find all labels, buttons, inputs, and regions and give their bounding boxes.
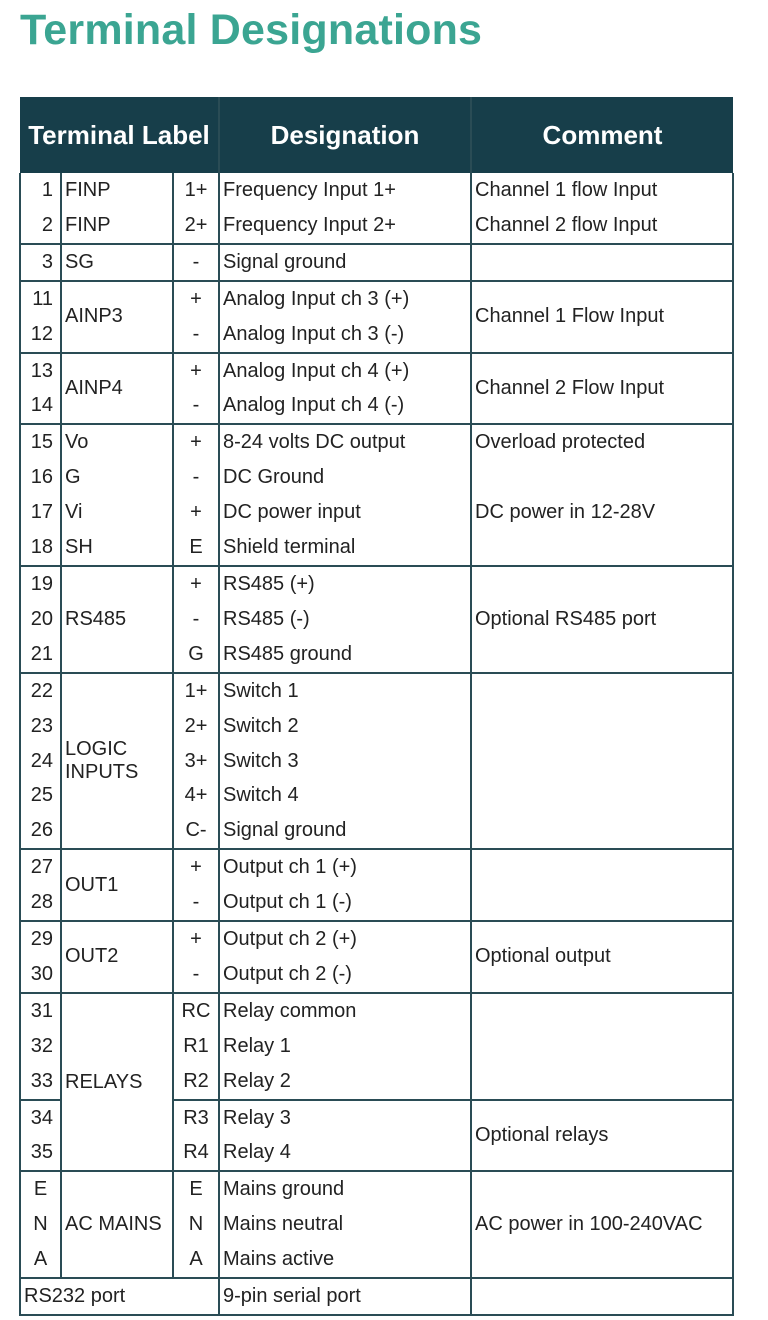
footer-comment [471, 1278, 733, 1315]
group-label-ac-mains: AC MAINS [61, 1171, 173, 1278]
comment-optional-relays: Optional relays [471, 1100, 733, 1172]
terminal-designation: Relay 4 [219, 1135, 471, 1171]
terminal-number: 33 [20, 1064, 61, 1100]
terminal-polarity: R2 [173, 1064, 219, 1100]
terminal-comment [471, 244, 733, 281]
terminal-polarity: R3 [173, 1100, 219, 1136]
terminal-table [19, 97, 734, 1316]
terminal-polarity: + [173, 849, 219, 885]
terminal-label: Vi [61, 495, 173, 530]
terminal-number: 31 [20, 993, 61, 1029]
table-row [20, 673, 733, 709]
header-row [20, 97, 733, 173]
terminal-designation: RS485 (+) [219, 566, 471, 602]
terminal-polarity: - [173, 957, 219, 993]
terminal-designation: Mains neutral [219, 1207, 471, 1242]
table-row [20, 173, 733, 208]
terminal-label: Vo [61, 424, 173, 460]
table-row [20, 993, 733, 1029]
terminal-polarity: 3+ [173, 744, 219, 779]
table-row [20, 424, 733, 460]
group-label-ainp3: AINP3 [61, 281, 173, 353]
terminal-number: 11 [20, 281, 61, 317]
terminal-number: 26 [20, 813, 61, 849]
terminal-number: 15 [20, 424, 61, 460]
terminal-designation: Shield terminal [219, 530, 471, 566]
comment-ainp3: Channel 1 Flow Input [471, 281, 733, 353]
terminal-designation: Analog Input ch 4 (-) [219, 388, 471, 424]
terminal-designation: DC power input [219, 495, 471, 530]
terminal-number: 35 [20, 1135, 61, 1171]
terminal-number: A [20, 1242, 61, 1278]
table-row [20, 208, 733, 244]
terminal-number: 14 [20, 388, 61, 424]
terminal-label: FINP [61, 173, 173, 208]
terminal-number: 12 [20, 317, 61, 353]
header-terminal-label: Terminal Label [20, 97, 219, 173]
terminal-number: 34 [20, 1100, 61, 1136]
terminal-number: 13 [20, 353, 61, 389]
terminal-polarity: C- [173, 813, 219, 849]
table-row [20, 460, 733, 495]
terminal-polarity: - [173, 317, 219, 353]
terminal-number: 23 [20, 709, 61, 744]
terminal-designation: Mains ground [219, 1171, 471, 1207]
terminal-designation: Relay 2 [219, 1064, 471, 1100]
terminal-designation: Switch 4 [219, 778, 471, 813]
terminal-polarity: + [173, 921, 219, 957]
table-row [20, 566, 733, 602]
group-label-logic-inputs: LOGIC INPUTS [61, 673, 173, 850]
terminal-designation: Relay 3 [219, 1100, 471, 1136]
terminal-designation: Relay common [219, 993, 471, 1029]
terminal-label: SH [61, 530, 173, 566]
terminal-polarity: A [173, 1242, 219, 1278]
terminal-number: 28 [20, 885, 61, 921]
terminal-comment: Channel 2 flow Input [471, 208, 733, 244]
terminal-polarity: 2+ [173, 709, 219, 744]
terminal-polarity: R4 [173, 1135, 219, 1171]
terminal-designation: Switch 1 [219, 673, 471, 709]
terminal-polarity: - [173, 885, 219, 921]
table-row [20, 244, 733, 281]
comment-rs485: Optional RS485 port [471, 566, 733, 673]
group-label-relays: RELAYS [61, 993, 173, 1172]
comment-dc-power: DC power in 12-28V [471, 460, 733, 566]
comment-logic-inputs [471, 673, 733, 850]
terminal-polarity: N [173, 1207, 219, 1242]
terminal-number: 21 [20, 637, 61, 673]
terminal-polarity: 1+ [173, 173, 219, 208]
terminal-number: 2 [20, 208, 61, 244]
comment-out2: Optional output [471, 921, 733, 993]
terminal-polarity: + [173, 353, 219, 389]
group-label-out1: OUT1 [61, 849, 173, 921]
terminal-polarity: + [173, 424, 219, 460]
terminal-polarity: RC [173, 993, 219, 1029]
terminal-number: N [20, 1207, 61, 1242]
terminal-polarity: - [173, 244, 219, 281]
terminal-number: 3 [20, 244, 61, 281]
terminal-polarity: 1+ [173, 673, 219, 709]
terminal-designation: Output ch 1 (-) [219, 885, 471, 921]
terminal-designation: Output ch 2 (+) [219, 921, 471, 957]
terminal-number: 22 [20, 673, 61, 709]
terminal-polarity: - [173, 388, 219, 424]
table-row [20, 353, 733, 389]
terminal-number: 18 [20, 530, 61, 566]
terminal-comment: Channel 1 flow Input [471, 173, 733, 208]
terminal-label: FINP [61, 208, 173, 244]
terminal-polarity: + [173, 495, 219, 530]
terminal-designation: Output ch 2 (-) [219, 957, 471, 993]
terminal-polarity: - [173, 460, 219, 495]
comment-ac-power: AC power in 100-240VAC [471, 1171, 733, 1278]
terminal-polarity: R1 [173, 1029, 219, 1064]
comment-ainp4: Channel 2 Flow Input [471, 353, 733, 425]
table-row [20, 849, 733, 885]
terminal-polarity: E [173, 1171, 219, 1207]
terminal-polarity: - [173, 602, 219, 637]
header-comment: Comment [471, 97, 733, 173]
terminal-polarity: 2+ [173, 208, 219, 244]
terminal-number: E [20, 1171, 61, 1207]
terminal-designation: Signal ground [219, 244, 471, 281]
terminal-designation: Analog Input ch 3 (-) [219, 317, 471, 353]
terminal-number: 30 [20, 957, 61, 993]
terminal-designation: RS485 (-) [219, 602, 471, 637]
terminal-polarity: + [173, 281, 219, 317]
terminal-designation: Analog Input ch 3 (+) [219, 281, 471, 317]
terminal-designation: Signal ground [219, 813, 471, 849]
terminal-designation: Frequency Input 2+ [219, 208, 471, 244]
terminal-designation: Output ch 1 (+) [219, 849, 471, 885]
comment-out1 [471, 849, 733, 921]
terminal-designation: Frequency Input 1+ [219, 173, 471, 208]
terminal-number: 20 [20, 602, 61, 637]
group-label-rs485: RS485 [61, 566, 173, 673]
terminal-polarity: 4+ [173, 778, 219, 813]
comment-overload: Overload protected [471, 424, 733, 460]
table-row [20, 921, 733, 957]
header-designation: Designation [219, 97, 471, 173]
terminal-designation: Relay 1 [219, 1029, 471, 1064]
terminal-number: 1 [20, 173, 61, 208]
terminal-number: 24 [20, 744, 61, 779]
table-row [20, 1278, 733, 1315]
comment-relays-main [471, 993, 733, 1100]
terminal-number: 17 [20, 495, 61, 530]
footer-label: RS232 port [20, 1278, 219, 1315]
terminal-designation: DC Ground [219, 460, 471, 495]
footer-designation: 9-pin serial port [219, 1278, 471, 1315]
terminal-polarity: E [173, 530, 219, 566]
terminal-number: 25 [20, 778, 61, 813]
table-row [20, 281, 733, 317]
terminal-number: 16 [20, 460, 61, 495]
terminal-designation: Mains active [219, 1242, 471, 1278]
terminal-designation: RS485 ground [219, 637, 471, 673]
terminal-polarity: G [173, 637, 219, 673]
terminal-number: 19 [20, 566, 61, 602]
terminal-designation: 8-24 volts DC output [219, 424, 471, 460]
group-label-out2: OUT2 [61, 921, 173, 993]
terminal-label: G [61, 460, 173, 495]
terminal-number: 32 [20, 1029, 61, 1064]
table-row [20, 1171, 733, 1207]
terminal-polarity: + [173, 566, 219, 602]
terminal-number: 27 [20, 849, 61, 885]
terminal-designation: Analog Input ch 4 (+) [219, 353, 471, 389]
terminal-designation: Switch 2 [219, 709, 471, 744]
terminal-number: 29 [20, 921, 61, 957]
page-title: Terminal Designations [20, 6, 483, 54]
terminal-label: SG [61, 244, 173, 281]
group-label-ainp4: AINP4 [61, 353, 173, 425]
terminal-designation: Switch 3 [219, 744, 471, 779]
